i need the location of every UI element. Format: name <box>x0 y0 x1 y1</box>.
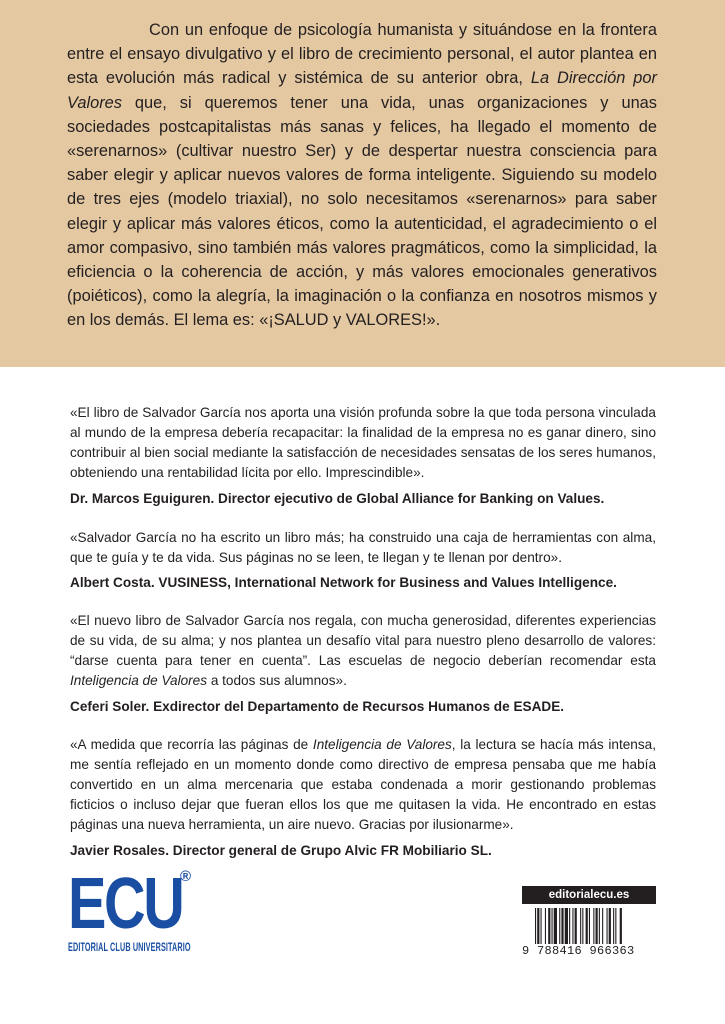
endorsement <box>70 735 656 860</box>
barcode-bar <box>569 908 570 948</box>
barcode-bar <box>580 908 581 948</box>
website-label: editorialecu.es <box>522 886 656 904</box>
barcode-bar <box>596 908 598 948</box>
barcode-bar <box>561 908 563 948</box>
endorsement-quote: «El nuevo libro de Salvador García nos regala, con mucha generosidad, diferentes experiencias de su vida, de su alma; y nos plantea un desafío vital para nuestro pleno desarrollo de valores: “darse cuenta para tener en cuenta”. Las escuelas de negocio deberían recomendar esta Inteligencia de Valores a todos sus alumnos». <box>70 613 656 689</box>
synopsis-part-2: que, si queremos tener una vida, unas organizaciones y unas sociedades postcapitalistas más sanas y felices, ha llegado el momento de «serenarnos» (cultivar nuestro Ser) y de despertar nuestra consciencia para saber elegir y aplicar nuevos valores de forma inteligente. Siguiendo su modelo de tres ejes (modelo triaxial), no solo necesitamos «serenarnos» para saber elegir y aplicar más valores éticos, como la autenticidad, el agradecimiento o el amor compasivo, sino también más valores pragmáticos, como la simplicidad, la eficiencia o la coherencia de acción, y más valores emocionales generativos (poiéticos), como la alegría, la imaginación o la confianza en nosotros mismos y en los demás. El lema es: «¡SALUD y VALORES!». <box>67 93 657 330</box>
barcode-bar <box>548 908 550 948</box>
barcode-bar <box>554 908 557 948</box>
endorsement-author: Dr. Marcos Eguiguren. Director ejecutivo de Global Alliance for Banking on Values. <box>70 490 605 506</box>
barcode-bar <box>559 908 560 948</box>
barcode-bar <box>541 908 542 948</box>
barcode-bar <box>609 908 611 948</box>
barcode-bar <box>552 908 553 948</box>
barcode-bar <box>535 908 536 948</box>
synopsis-text <box>67 18 657 333</box>
barcode-bar <box>565 908 568 948</box>
registered-mark: ® <box>180 868 192 885</box>
publisher-logo <box>68 864 193 963</box>
endorsement-author: Albert Costa. VUSINESS, International Network for Business and Values Intelligence. <box>70 575 617 591</box>
synopsis-book-title: La Dirección por Valores <box>67 69 657 112</box>
endorsement-quote: «A medida que recorría las páginas de Inteligencia de Valores, la lectura se hacía más intensa, me sentía reflejado en un momento donde como directivo de empresa pensaba que me había convertido en un alma mercenaria que estaba condenada a morir gestionando problemas ficticios o incluso dejar que fueran ellos los que me quitasen la vida. He encontrado en estas páginas una nueva herramienta, un aire nuevo. Gracias por ilusionarme». <box>70 737 656 832</box>
barcode-bar <box>572 908 573 948</box>
barcode-bar <box>607 908 608 948</box>
barcode-bar <box>545 908 546 948</box>
synopsis-band <box>0 0 725 367</box>
barcode-bar <box>602 908 603 948</box>
endorsement <box>70 403 656 508</box>
endorsement <box>70 611 656 716</box>
barcode-bar <box>582 908 583 948</box>
barcode-bar <box>575 908 577 948</box>
endorsement-quote: «Salvador García no ha escrito un libro más; ha construido una caja de herramientas con alma, que te guía y te da vida. Sus páginas no se leen, te llegan y te llenan por dentro». <box>70 529 656 565</box>
barcode-bar <box>593 908 594 948</box>
publisher-name: EDITORIAL CLUB UNIVERSITARIO <box>68 942 191 954</box>
synopsis-part-1: Con un enfoque de psicología humanista y situándose en la frontera entre el ensayo divulgativo y el libro de crecimiento personal, el autor plantea en esta evolución más radical y sistémica de su anterior obra, <box>67 21 657 88</box>
endorsement-quote: «El libro de Salvador García nos aporta una visión profunda sobre la que toda persona vinculada al mundo de la empresa debería recapacitar: la finalidad de la empresa no es ganar dinero, sino contribuir al bien social mediante la satisfacción de necesidades sensatas de los seres humanos, obteniendo una rentabilidad lícita por ello. Imprescindible». <box>70 405 656 480</box>
barcode-bar <box>615 908 616 948</box>
endorsement <box>70 528 656 593</box>
isbn-digits: 9 788416 966363 <box>522 944 658 958</box>
endorsements <box>70 403 656 860</box>
barcode-bar <box>613 908 614 948</box>
barcode-bar <box>589 908 590 948</box>
barcode-bar <box>537 908 539 948</box>
barcode-bar <box>586 908 588 948</box>
barcode-bars <box>521 908 657 948</box>
logo-letters: ECU <box>68 864 183 944</box>
endorsement-author: Javier Rosales. Director general de Grupo Alvic FR Mobiliario SL. <box>70 842 492 858</box>
barcode-bar <box>620 908 622 948</box>
endorsement-author: Ceferi Soler. Exdirector del Departamento de Recursos Humanos de ESADE. <box>70 699 565 715</box>
barcode-bar <box>599 908 600 948</box>
